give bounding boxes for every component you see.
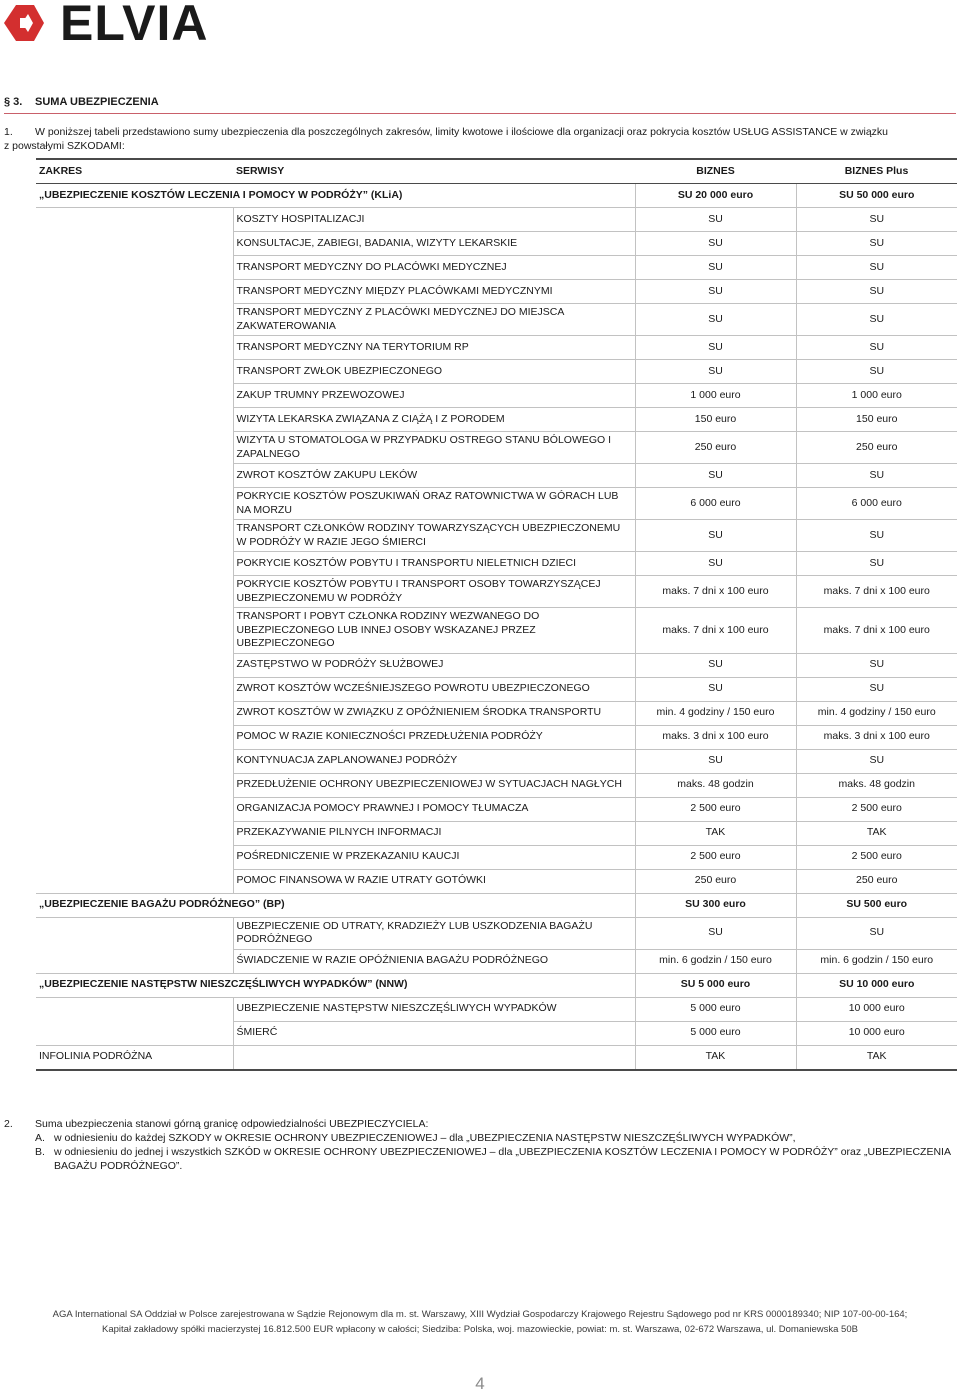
zakres-empty-cell [36, 701, 233, 725]
table-row [36, 608, 957, 654]
group-biznes-plus-sum: SU 10 000 euro [796, 973, 957, 997]
biznes-value: SU [635, 208, 796, 232]
biznes-value: 250 euro [635, 432, 796, 464]
service-name: PRZEDŁUŻENIE OCHRONY UBEZPIECZENIOWEJ W SYTUACJACH NAGŁYCH [233, 773, 635, 797]
table-row [36, 232, 957, 256]
zakres-empty-cell [36, 773, 233, 797]
biznes-value: SU [635, 304, 796, 336]
table-row [36, 360, 957, 384]
footer-line-1: AGA International SA Oddział w Polsce zarejestrowana w Sądzie Rejonowym dla m. st. Warszawy, XIII Wydział Gospodarczy Krajowego Rejestru Sądowego pod nr KRS 0000189340; NIP 107-00-00-164; [52, 1309, 908, 1320]
infolinia-biznes-plus: TAK [796, 1045, 957, 1070]
table-row [36, 408, 957, 432]
table-row [36, 256, 957, 280]
biznes-plus-value: maks. 7 dni x 100 euro [796, 576, 957, 608]
biznes-value: SU [635, 520, 796, 552]
table-row [36, 997, 957, 1021]
group-row-bp [36, 893, 957, 917]
service-name: TRANSPORT I POBYT CZŁONKA RODZINY WEZWANEGO DO UBEZPIECZONEGO LUB INNEJ OSOBY WSKAZANEJ PRZEZ UBEZPIECZONEGO [233, 608, 635, 654]
biznes-plus-value: SU [796, 360, 957, 384]
biznes-value: 1 000 euro [635, 384, 796, 408]
infolinia-biznes: TAK [635, 1045, 796, 1070]
table-row [36, 432, 957, 464]
service-name: WIZYTA LEKARSKA ZWIĄZANA Z CIĄŻĄ I Z PORODEM [233, 408, 635, 432]
biznes-plus-value: SU [796, 749, 957, 773]
biznes-plus-value: 2 500 euro [796, 797, 957, 821]
biznes-plus-value: SU [796, 677, 957, 701]
group-title: „UBEZPIECZENIE BAGAŻU PODRÓŻNEGO” (BP) [36, 893, 635, 917]
zakres-empty-cell [36, 464, 233, 488]
zakres-empty-cell [36, 845, 233, 869]
table-row [36, 869, 957, 893]
group-row-nnw [36, 973, 957, 997]
zakres-empty-cell [36, 725, 233, 749]
biznes-value: 150 euro [635, 408, 796, 432]
section-number: § 3. [4, 96, 23, 108]
biznes-plus-value: maks. 3 dni x 100 euro [796, 725, 957, 749]
biznes-value: SU [635, 280, 796, 304]
section-heading [4, 96, 159, 108]
table-row [36, 576, 957, 608]
biznes-value: SU [635, 653, 796, 677]
biznes-value: min. 6 godzin / 150 euro [635, 949, 796, 973]
table-row [36, 304, 957, 336]
service-name: KONSULTACJE, ZABIEGI, BADANIA, WIZYTY LEKARSKIE [233, 232, 635, 256]
note-2a-label: A. [35, 1132, 45, 1144]
biznes-plus-value: 150 euro [796, 408, 957, 432]
table-row-infolinia [36, 1045, 957, 1070]
note-2a-text: w odniesieniu do każdej SZKODY w OKRESIE OCHRONY UBEZPIECZENIOWEJ – dla „UBEZPIECZENIA NASTĘPSTW NIESZCZĘŚLIWYCH WYPADKÓW”, [54, 1132, 796, 1144]
note-2b [4, 1145, 956, 1173]
zakres-empty-cell [36, 232, 233, 256]
insurance-sums-table [36, 158, 957, 1071]
table-row [36, 552, 957, 576]
biznes-value: SU [635, 552, 796, 576]
table-row [36, 280, 957, 304]
section-divider [4, 113, 956, 114]
biznes-value: maks. 7 dni x 100 euro [635, 576, 796, 608]
biznes-plus-value: SU [796, 552, 957, 576]
zakres-empty-cell [36, 677, 233, 701]
service-name: TRANSPORT MEDYCZNY MIĘDZY PLACÓWKAMI MEDYCZNYMI [233, 280, 635, 304]
infolinia-label: INFOLINIA PODRÓŻNA [36, 1045, 233, 1070]
biznes-value: maks. 7 dni x 100 euro [635, 608, 796, 654]
biznes-plus-value: SU [796, 232, 957, 256]
group-title: „UBEZPIECZENIE KOSZTÓW LECZENIA I POMOCY W PODRÓŻY” (KLiA) [36, 184, 635, 208]
biznes-value: TAK [635, 821, 796, 845]
note-2b-text: w odniesieniu do jednej i wszystkich SZKÓD w OKRESIE OCHRONY UBEZPIECZENIOWEJ – dla „UBEZPIECZENIA KOSZTÓW LECZENIA I POMOCY W PODRÓŻY” oraz „UBEZPIECZENIA BAGAŻU PODRÓŻNEGO”. [54, 1146, 951, 1172]
service-name: TRANSPORT CZŁONKÓW RODZINY TOWARZYSZĄCYCH UBEZPIECZONEMU W PODRÓŻY W RAZIE JEGO ŚMIERCI [233, 520, 635, 552]
biznes-value: min. 4 godziny / 150 euro [635, 701, 796, 725]
zakres-empty-cell [36, 336, 233, 360]
table-row [36, 1021, 957, 1045]
biznes-plus-value: SU [796, 653, 957, 677]
zakres-empty-cell [36, 208, 233, 232]
zakres-empty-cell [36, 304, 233, 336]
service-name: ORGANIZACJA POMOCY PRAWNEJ I POMOCY TŁUMACZA [233, 797, 635, 821]
zakres-empty-cell [36, 384, 233, 408]
service-name: ŚWIADCZENIE W RAZIE OPÓŹNIENIA BAGAŻU PODRÓŻNEGO [233, 949, 635, 973]
zakres-empty-cell [36, 408, 233, 432]
group-title: „UBEZPIECZENIE NASTĘPSTW NIESZCZĘŚLIWYCH WYPADKÓW” (NNW) [36, 973, 635, 997]
service-name: TRANSPORT MEDYCZNY Z PLACÓWKI MEDYCZNEJ DO MIEJSCA ZAKWATEROWANIA [233, 304, 635, 336]
table-row [36, 917, 957, 949]
biznes-value: SU [635, 749, 796, 773]
zakres-empty-cell [36, 749, 233, 773]
intro-line-1: W poniższej tabeli przedstawiono sumy ubezpieczenia dla poszczególnych zakresów, limity kwotowe i ilościowe dla organizacji oraz pokrycia kosztów USŁUG ASSISTANCE w związku [35, 126, 888, 138]
header-zakres: ZAKRES [36, 159, 233, 184]
service-name: ZAKUP TRUMNY PRZEWOZOWEJ [233, 384, 635, 408]
service-name: ZWROT KOSZTÓW WCZEŚNIEJSZEGO POWROTU UBEZPIECZONEGO [233, 677, 635, 701]
elvia-logo [4, 0, 266, 51]
biznes-plus-value: 1 000 euro [796, 384, 957, 408]
group-biznes-sum: SU 300 euro [635, 893, 796, 917]
biznes-plus-value: TAK [796, 821, 957, 845]
service-name: POMOC FINANSOWA W RAZIE UTRATY GOTÓWKI [233, 869, 635, 893]
intro-line-2: z powstałymi SZKODAMI: [4, 140, 125, 152]
biznes-plus-value: 250 euro [796, 432, 957, 464]
page-footer [0, 1307, 960, 1337]
biznes-value: SU [635, 917, 796, 949]
service-name: TRANSPORT MEDYCZNY NA TERYTORIUM RP [233, 336, 635, 360]
group-biznes-sum: SU 5 000 euro [635, 973, 796, 997]
biznes-plus-value: SU [796, 917, 957, 949]
service-name: TRANSPORT MEDYCZNY DO PLACÓWKI MEDYCZNEJ [233, 256, 635, 280]
biznes-plus-value: maks. 7 dni x 100 euro [796, 608, 957, 654]
biznes-value: 250 euro [635, 869, 796, 893]
biznes-plus-value: min. 6 godzin / 150 euro [796, 949, 957, 973]
biznes-plus-value: min. 4 godziny / 150 euro [796, 701, 957, 725]
biznes-value: 6 000 euro [635, 488, 796, 520]
elvia-cross-icon [4, 2, 60, 44]
service-name: POKRYCIE KOSZTÓW POBYTU I TRANSPORT OSOBY TOWARZYSZĄCEJ UBEZPIECZONEMU W PODRÓŻY [233, 576, 635, 608]
service-name: KONTYNUACJA ZAPLANOWANEJ PODRÓŻY [233, 749, 635, 773]
notes-section [4, 1117, 956, 1173]
table-row [36, 464, 957, 488]
biznes-value: SU [635, 232, 796, 256]
biznes-plus-value: 2 500 euro [796, 845, 957, 869]
biznes-value: SU [635, 360, 796, 384]
note-2-number: 2. [4, 1118, 13, 1130]
biznes-value: 5 000 euro [635, 1021, 796, 1045]
table-row [36, 208, 957, 232]
note-2a [4, 1131, 956, 1145]
biznes-plus-value: SU [796, 464, 957, 488]
service-name: UBEZPIECZENIE NASTĘPSTW NIESZCZĘŚLIWYCH WYPADKÓW [233, 997, 635, 1021]
table-row [36, 653, 957, 677]
service-name: WIZYTA U STOMATOLOGA W PRZYPADKU OSTREGO STANU BÓLOWEGO I ZAPALNEGO [233, 432, 635, 464]
zakres-empty-cell [36, 997, 233, 1021]
table-row [36, 845, 957, 869]
section-title: SUMA UBEZPIECZENIA [35, 96, 159, 108]
zakres-empty-cell [36, 432, 233, 464]
biznes-plus-value: 250 euro [796, 869, 957, 893]
service-name: PRZEKAZYWANIE PILNYCH INFORMACJI [233, 821, 635, 845]
service-name: POKRYCIE KOSZTÓW POBYTU I TRANSPORTU NIELETNICH DZIECI [233, 552, 635, 576]
biznes-plus-value: 10 000 euro [796, 997, 957, 1021]
zakres-empty-cell [36, 917, 233, 949]
zakres-empty-cell [36, 360, 233, 384]
zakres-empty-cell [36, 1021, 233, 1045]
zakres-empty-cell [36, 869, 233, 893]
table-row [36, 749, 957, 773]
zakres-empty-cell [36, 949, 233, 973]
table-header-row [36, 159, 957, 184]
biznes-plus-value: maks. 48 godzin [796, 773, 957, 797]
infolinia-empty-cell [233, 1045, 635, 1070]
table-row [36, 797, 957, 821]
table-row [36, 725, 957, 749]
zakres-empty-cell [36, 520, 233, 552]
table-row [36, 384, 957, 408]
biznes-plus-value: SU [796, 256, 957, 280]
table-row [36, 821, 957, 845]
service-name: ZWROT KOSZTÓW W ZWIĄZKU Z OPÓŹNIENIEM ŚRODKA TRANSPORTU [233, 701, 635, 725]
zakres-empty-cell [36, 821, 233, 845]
service-name: POŚREDNICZENIE W PRZEKAZANIU KAUCJI [233, 845, 635, 869]
zakres-empty-cell [36, 488, 233, 520]
biznes-plus-value: SU [796, 280, 957, 304]
table-row [36, 677, 957, 701]
zakres-empty-cell [36, 256, 233, 280]
biznes-value: SU [635, 464, 796, 488]
footer-line-2: Kapitał zakładowy spółki macierzystej 16.812.500 EUR wpłacony w całości; Siedziba: Polska, woj. mazowieckie, powiat: m. st. Warszawa, 02-672 Warszawa, ul. Domaniewska 50B [102, 1324, 858, 1335]
note-2-text: Suma ubezpieczenia stanowi górną granicę odpowiedzialności UBEZPIECZYCIELA: [35, 1118, 429, 1130]
table-row [36, 488, 957, 520]
biznes-value: 5 000 euro [635, 997, 796, 1021]
table-row [36, 520, 957, 552]
biznes-plus-value: 6 000 euro [796, 488, 957, 520]
biznes-value: SU [635, 336, 796, 360]
biznes-value: maks. 48 godzin [635, 773, 796, 797]
service-name: UBEZPIECZENIE OD UTRATY, KRADZIEŻY LUB USZKODZENIA BAGAŻU PODRÓŻNEGO [233, 917, 635, 949]
service-name: TRANSPORT ZWŁOK UBEZPIECZONEGO [233, 360, 635, 384]
table-row [36, 701, 957, 725]
group-biznes-plus-sum: SU 50 000 euro [796, 184, 957, 208]
note-2 [4, 1117, 956, 1131]
header-biznes-plus: BIZNES Plus [796, 159, 957, 184]
zakres-empty-cell [36, 280, 233, 304]
zakres-empty-cell [36, 797, 233, 821]
biznes-plus-value: 10 000 euro [796, 1021, 957, 1045]
header-biznes: BIZNES [635, 159, 796, 184]
group-biznes-sum: SU 20 000 euro [635, 184, 796, 208]
service-name: POMOC W RAZIE KONIECZNOŚCI PRZEDŁUŻENIA PODRÓŻY [233, 725, 635, 749]
service-name: KOSZTY HOSPITALIZACJI [233, 208, 635, 232]
biznes-plus-value: SU [796, 208, 957, 232]
biznes-value: 2 500 euro [635, 797, 796, 821]
group-biznes-plus-sum: SU 500 euro [796, 893, 957, 917]
intro-paragraph [4, 125, 956, 153]
group-row-kla [36, 184, 957, 208]
biznes-value: SU [635, 677, 796, 701]
page-number: 4 [475, 1374, 485, 1393]
note-2b-label: B. [35, 1146, 45, 1158]
zakres-empty-cell [36, 608, 233, 654]
biznes-plus-value: SU [796, 520, 957, 552]
intro-number: 1. [4, 126, 13, 138]
zakres-empty-cell [36, 653, 233, 677]
biznes-plus-value: SU [796, 336, 957, 360]
biznes-value: 2 500 euro [635, 845, 796, 869]
table-row [36, 336, 957, 360]
service-name: ZWROT KOSZTÓW ZAKUPU LEKÓW [233, 464, 635, 488]
elvia-logo-text: ELVIA [60, 0, 209, 51]
biznes-value: maks. 3 dni x 100 euro [635, 725, 796, 749]
service-name: ŚMIERĆ [233, 1021, 635, 1045]
table-row [36, 949, 957, 973]
service-name: POKRYCIE KOSZTÓW POSZUKIWAŃ ORAZ RATOWNICTWA W GÓRACH LUB NA MORZU [233, 488, 635, 520]
table-row [36, 773, 957, 797]
zakres-empty-cell [36, 576, 233, 608]
zakres-empty-cell [36, 552, 233, 576]
header-serwisy: SERWISY [233, 159, 635, 184]
biznes-value: SU [635, 256, 796, 280]
biznes-plus-value: SU [796, 304, 957, 336]
service-name: ZASTĘPSTWO W PODRÓŻY SŁUŻBOWEJ [233, 653, 635, 677]
table-body [36, 184, 957, 1070]
